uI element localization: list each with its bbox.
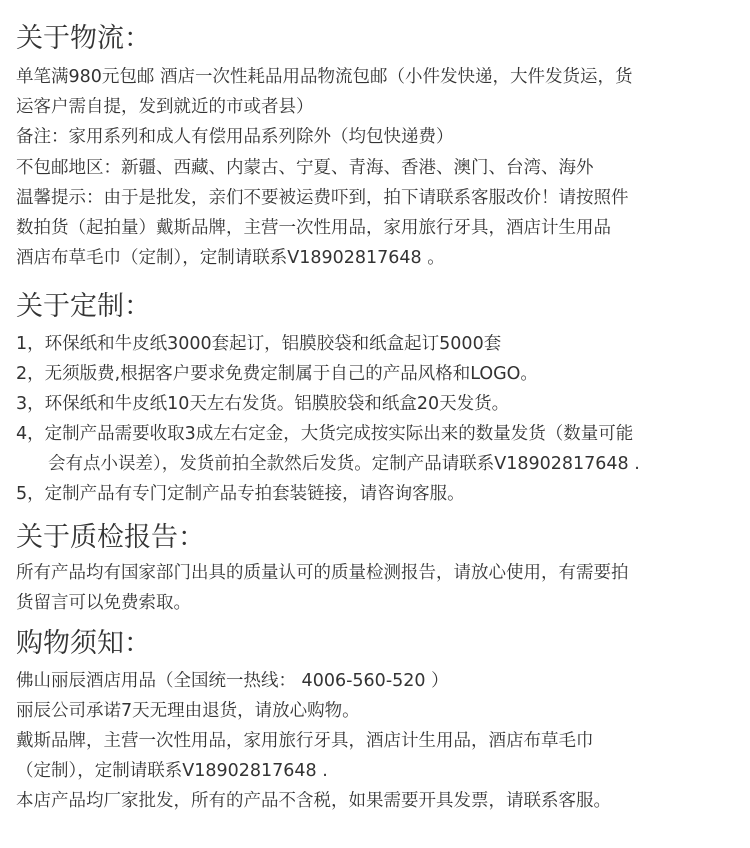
notice-title: 购物须知： bbox=[16, 628, 151, 659]
logistics-line-6: 数拍货（起拍量）戴斯品牌，主营一次性用品，家用旅行牙具，酒店计生用品 bbox=[16, 218, 611, 238]
logistics-title: 关于物流： bbox=[16, 23, 151, 54]
notice-line-4: （定制），定制请联系V18902817648 . bbox=[16, 761, 328, 781]
report-line-2: 货留言可以免费索取。 bbox=[16, 593, 191, 613]
custom-line-4: 4，定制产品需要收取3成左右定金，大货完成按实际出来的数量发货（数量可能 bbox=[16, 424, 634, 444]
notice-line-2: 丽辰公司承诺7天无理由退货，请放心购物。 bbox=[16, 701, 360, 721]
notice-line-5: 本店产品均厂家批发，所有的产品不含税，如果需要开具发票，请联系客服。 bbox=[16, 791, 611, 811]
custom-line-4-cont: 会有点小误差），发货前拍全款然后发货。定制产品请联系V18902817648 . bbox=[48, 454, 640, 474]
notice-line-1: 佛山丽辰酒店用品（全国统一热线： 4006-560-520 ） bbox=[16, 671, 449, 691]
custom-line-1: 1，环保纸和牛皮纸3000套起订，铝膜胶袋和纸盒起订5000套 bbox=[16, 334, 502, 354]
logistics-line-4: 不包邮地区：新疆、西藏、内蒙古、宁夏、青海、香港、澳门、台湾、海外 bbox=[16, 158, 594, 178]
report-title: 关于质检报告： bbox=[16, 522, 205, 553]
logistics-line-7: 酒店布草毛巾（定制），定制请联系V18902817648 。 bbox=[16, 248, 445, 268]
notice-line-3: 戴斯品牌，主营一次性用品，家用旅行牙具，酒店计生用品，酒店布草毛巾 bbox=[16, 731, 594, 751]
custom-line-3: 3，环保纸和牛皮纸10天左右发货。铝膜胶袋和纸盒20天发货。 bbox=[16, 394, 510, 414]
logistics-line-3: 备注：家用系列和成人有偿用品系列除外（均包快递费） bbox=[16, 127, 454, 147]
report-line-1: 所有产品均有国家部门出具的质量认可的质量检测报告，请放心使用，有需要拍 bbox=[16, 563, 629, 583]
logistics-line-2: 运客户需自提，发到就近的市或者县） bbox=[16, 97, 314, 117]
custom-title: 关于定制： bbox=[16, 291, 151, 322]
logistics-line-5: 温馨提示：由于是批发，亲们不要被运费吓到，拍下请联系客服改价！请按照件 bbox=[16, 188, 629, 208]
custom-line-2: 2，无须版费,根据客户要求免费定制属于自己的产品风格和LOGO。 bbox=[16, 364, 538, 384]
custom-line-5: 5，定制产品有专门定制产品专拍套装链接，请咨询客服。 bbox=[16, 484, 465, 504]
logistics-line-1: 单笔满980元包邮 酒店一次性耗品用品物流包邮（小件发快递，大件发货运，货 bbox=[16, 67, 633, 87]
